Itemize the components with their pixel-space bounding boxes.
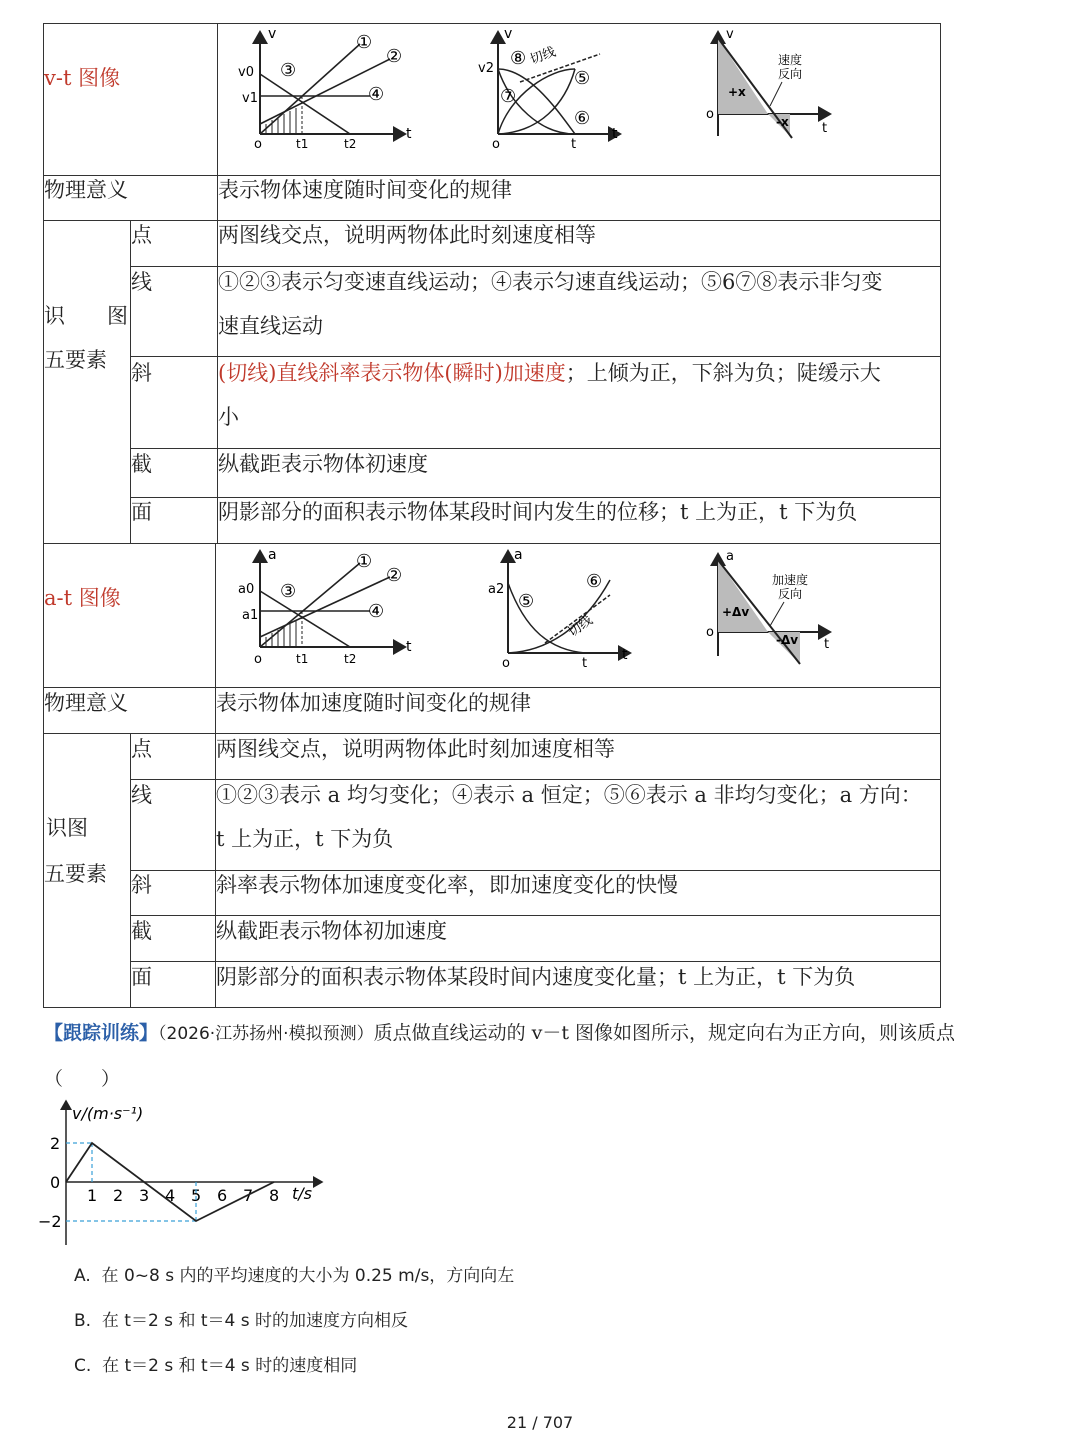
question-source: （2026·江苏扬州·模拟预测）: [158, 1024, 374, 1044]
vt-row-slope-rest: ；上倾为正，下斜为负；陡缓示大: [565, 361, 881, 385]
at-row-area-text: 阴影部分的面积表示物体某段时间内速度变化量；t 上为正，t 下为负: [216, 965, 856, 989]
at-g1-ylabel: a: [268, 547, 277, 563]
at-g1-t1: t1: [296, 652, 309, 666]
at-meaning-label: 物理意义: [44, 691, 128, 715]
vt-row-line-key: 线: [131, 270, 152, 294]
vt-g2-origin: o: [492, 137, 500, 152]
at-row-intercept-key: 截: [131, 919, 152, 943]
vt-g3-t: t: [822, 121, 828, 136]
vt-row-line-text: ①②③表示匀变速直线运动；④表示匀速直线运动；⑤6⑦⑧表示非匀变: [218, 270, 883, 294]
at-g3-ylabel: a: [726, 549, 734, 564]
option-b[interactable]: [74, 1306, 408, 1331]
vt-g3-note2: 反向: [778, 67, 803, 81]
at-five-label-1: 识图: [46, 816, 88, 840]
at-g1-c3: ③: [280, 581, 297, 602]
vt-g1-v0: v0: [238, 65, 254, 80]
at-row-line-key: 线: [131, 783, 152, 807]
vt-graph-lines: [230, 24, 420, 174]
vt-g2-t: t: [571, 137, 577, 152]
at-g2-a2: a2: [488, 582, 505, 597]
at-graph-lines: [230, 545, 420, 685]
chart-xtick-6: 6: [217, 1186, 228, 1205]
vt-title: v-t 图像: [44, 66, 121, 90]
chart-ytick-2: 2: [50, 1134, 61, 1153]
vt-meaning-label: 物理意义: [44, 178, 128, 202]
vt-g3-note1: 速度: [778, 53, 803, 67]
at-five-label-2: 五要素: [44, 862, 107, 886]
at-g2-c6: ⑥: [586, 571, 603, 592]
vt-g1-t2: t2: [344, 137, 357, 151]
vt-meaning-text: 表示物体速度随时间变化的规律: [218, 178, 512, 202]
at-g3-note2: 反向: [778, 587, 803, 601]
vt-g1-t1: t1: [296, 137, 309, 151]
at-g1-c1: ①: [356, 551, 373, 572]
chart-xlabel: t/s: [292, 1184, 312, 1203]
at-row-slope-key: 斜: [131, 873, 152, 897]
at-row-slope-text: 斜率表示物体加速度变化率，即加速度变化的快慢: [216, 873, 678, 897]
vt-g1-c2: ②: [386, 46, 403, 67]
at-g3-t: t: [824, 637, 830, 652]
at-g2-c5: ⑤: [518, 591, 535, 612]
at-g2-tangent: 切线: [565, 613, 596, 641]
option-c-text: 在 t＝2 s 和 t＝4 s 时的速度相同: [102, 1356, 358, 1376]
vt-row-slope-text: [218, 351, 881, 395]
at-row-point-text: 两图线交点，说明两物体此时刻加速度相等: [216, 737, 615, 761]
at-g3-plus: +Δv: [722, 605, 750, 619]
option-b-text: 在 t＝2 s 和 t＝4 s 时的加速度方向相反: [101, 1311, 408, 1331]
option-c[interactable]: [74, 1351, 357, 1376]
at-title: a-t 图像: [44, 586, 121, 610]
question-header: [44, 1018, 955, 1045]
vt-row-point-key: 点: [131, 223, 152, 247]
option-a[interactable]: [74, 1261, 514, 1286]
at-graph-curves: [470, 545, 640, 685]
vt-g3-plus: +x: [728, 85, 746, 99]
chart-xtick-5: 5: [191, 1186, 202, 1205]
chart-xtick-4: 4: [165, 1186, 176, 1205]
option-a-label: A.: [74, 1266, 91, 1286]
at-row-intercept-text: 纵截距表示物体初加速度: [216, 919, 447, 943]
chart-xtick-8: 8: [269, 1186, 280, 1205]
at-g1-t: t: [406, 639, 412, 655]
question-vt-chart: [30, 1095, 330, 1250]
vt-g2-tangent: 切线: [528, 44, 558, 68]
vt-g2-v2: v2: [478, 61, 494, 76]
vt-g1-origin: o: [254, 137, 262, 152]
vt-row-slope-text2: 小: [218, 405, 239, 429]
at-g1-origin: o: [254, 652, 262, 667]
at-g2-ylabel: a: [514, 547, 523, 563]
vt-g3-minus: -x: [776, 115, 789, 129]
vt-row-intercept-text: 纵截距表示物体初速度: [218, 452, 428, 476]
vt-g1-c4: ④: [368, 84, 385, 105]
page-number: 21 / 707: [506, 1413, 574, 1432]
at-g1-t2: t2: [344, 652, 357, 666]
vt-g1-v1: v1: [242, 91, 258, 106]
vt-g1-c3: ③: [280, 60, 297, 81]
at-g1-c2: ②: [386, 565, 403, 586]
vt-g2-ylabel: v: [504, 26, 513, 42]
vt-g2-c7: ⑦: [500, 86, 517, 107]
vt-row-area-text: 阴影部分的面积表示物体某段时间内发生的位移；t 上为正，t 下为负: [218, 500, 858, 524]
vt-g1-c1: ①: [356, 32, 373, 53]
vt-graph-reverse: [700, 26, 850, 146]
vt-five-label-2: 五要素: [44, 348, 107, 372]
vt-g3-origin: o: [706, 107, 714, 122]
at-g1-a0: a0: [238, 582, 255, 597]
vt-g3-ylabel: v: [726, 27, 734, 42]
option-c-label: C.: [74, 1356, 92, 1376]
at-g2-t: t: [582, 656, 588, 671]
at-row-point-key: 点: [131, 737, 152, 761]
vt-g2-c6: ⑥: [574, 108, 591, 129]
vt-row-intercept-key: 截: [131, 452, 152, 476]
at-g3-origin: o: [706, 625, 714, 640]
at-g3-note1: 加速度: [772, 573, 809, 587]
at-meaning-text: 表示物体加速度随时间变化的规律: [216, 691, 531, 715]
at-row-line-text2: t 上为正，t 下为负: [216, 827, 394, 851]
vt-row-area-key: 面: [131, 500, 152, 524]
at-g3-minus: -Δv: [776, 633, 799, 647]
chart-ylabel: v/(m·s⁻¹): [72, 1104, 144, 1123]
option-a-text: 在 0~8 s 内的平均速度的大小为 0.25 m/s，方向向左: [101, 1266, 515, 1286]
at-graph-reverse: [700, 548, 850, 668]
at-row-area-key: 面: [131, 965, 152, 989]
vt-row-point-text: 两图线交点，说明两物体此时刻速度相等: [218, 223, 596, 247]
chart-xtick-7: 7: [243, 1186, 254, 1205]
vt-row-slope-highlight: (切线)直线斜率表示物体(瞬时)加速度: [218, 361, 566, 385]
option-b-label: B.: [74, 1311, 92, 1331]
vt-g1-t: t: [406, 126, 412, 142]
vt-row-line-text2: 速直线运动: [218, 314, 323, 338]
vt-five-label-1: 识 图: [44, 304, 128, 328]
vt-g2-taxis: t: [612, 126, 618, 142]
question-stem: 质点做直线运动的 v－t 图像如图所示，规定向右为正方向，则该质点: [373, 1022, 956, 1044]
at-g2-taxis: t: [622, 647, 628, 663]
chart-ytick-0: 0: [50, 1173, 61, 1192]
chart-xtick-1: 1: [87, 1186, 98, 1205]
question-blank: （ ）: [44, 1068, 121, 1090]
vt-g1-ylabel: v: [268, 26, 277, 42]
question-tag: 【跟踪训练】: [44, 1022, 159, 1044]
chart-xtick-2: 2: [113, 1186, 124, 1205]
at-g2-origin: o: [502, 656, 510, 671]
vt-g2-c8: ⑧: [510, 48, 527, 69]
vt-g2-c5: ⑤: [574, 68, 591, 89]
vt-row-slope-key: 斜: [131, 361, 152, 385]
chart-ytick-neg2: −2: [38, 1212, 62, 1231]
vt-graph-curves: [470, 24, 630, 174]
chart-xtick-3: 3: [139, 1186, 150, 1205]
at-g1-a1: a1: [242, 608, 259, 623]
at-g1-c4: ④: [368, 601, 385, 622]
at-row-line-text: ①②③表示 a 均匀变化；④表示 a 恒定；⑤⑥表示 a 非均匀变化；a 方向：: [216, 783, 922, 807]
